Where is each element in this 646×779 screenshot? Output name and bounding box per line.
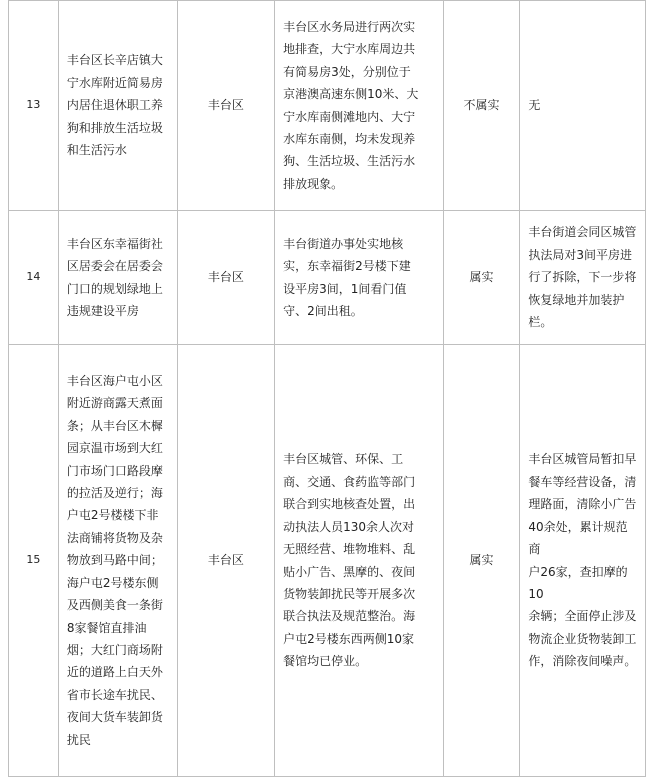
investigation-cell: 丰台街道办事处实地核 实，东幸福街2号楼下建 设平房3间，1间看门值 守、2间出租。 [275,211,443,345]
handling-cell: 丰台街道会同区城管 执法局对3间平房进 行了拆除，下一步将 恢复绿地并加装护 栏。 [520,211,646,345]
row-number: 13 [9,1,59,211]
row-number: 15 [9,345,59,777]
handling-cell: 无 [520,1,646,211]
investigation-cell: 丰台区城管、环保、工 商、交通、食药监等部门 联合到实地核查处置，出 动执法人员130余人次对 无照经营、堆物堆料、乱 贴小广告、黑摩的、夜间 货物装卸扰民等开展多次 联合执法及规范整治。海 户屯2号楼东西两侧10家 餐馆均已停业。 [275,345,443,777]
verified-cell: 属实 [443,345,520,777]
table-row [9,345,646,777]
complaint-table [8,0,646,777]
verified-cell: 属实 [443,211,520,345]
complaint-cell: 丰台区东幸福街社 区居委会在居委会 门口的规划绿地上 违规建设平房 [58,211,177,345]
investigation-cell: 丰台区水务局进行两次实 地排查，大宁水库周边共 有简易房3处，分别位于 京港澳高速东侧10米、大 宁水库南侧滩地内、大宁 水库东南侧，均未发现养 狗、生活垃圾、生活污水 排放现象。 [275,1,443,211]
handling-cell: 丰台区城管局暂扣早 餐车等经营设备，清 理路面，清除小广告 40余处，累计规范商 户26家，查扣摩的10 余辆；全面停止涉及 物流企业货物装卸工 作，消除夜间噪声。 [520,345,646,777]
table-row [9,211,646,345]
row-number: 14 [9,211,59,345]
verified-cell: 不属实 [443,1,520,211]
complaint-cell: 丰台区海户屯小区 附近游商露天煮面 条；从丰台区木樨 园京温市场到大红 门市场门口路段摩 的拉活及逆行；海 户屯2号楼楼下非 法商铺将货物及杂 物放到马路中间； 海户屯2号楼东侧 及西侧美食一条街 8家餐馆直排油 烟；大红门商场附 近的道路上白天外 省市长途车扰民、 夜间大货车装卸货 扰民 [58,345,177,777]
complaint-cell: 丰台区长辛店镇大 宁水库附近简易房 内居住退休职工养 狗和排放生活垃圾 和生活污水 [58,1,177,211]
region-cell: 丰台区 [177,1,275,211]
region-cell: 丰台区 [177,345,275,777]
table-row [9,1,646,211]
region-cell: 丰台区 [177,211,275,345]
